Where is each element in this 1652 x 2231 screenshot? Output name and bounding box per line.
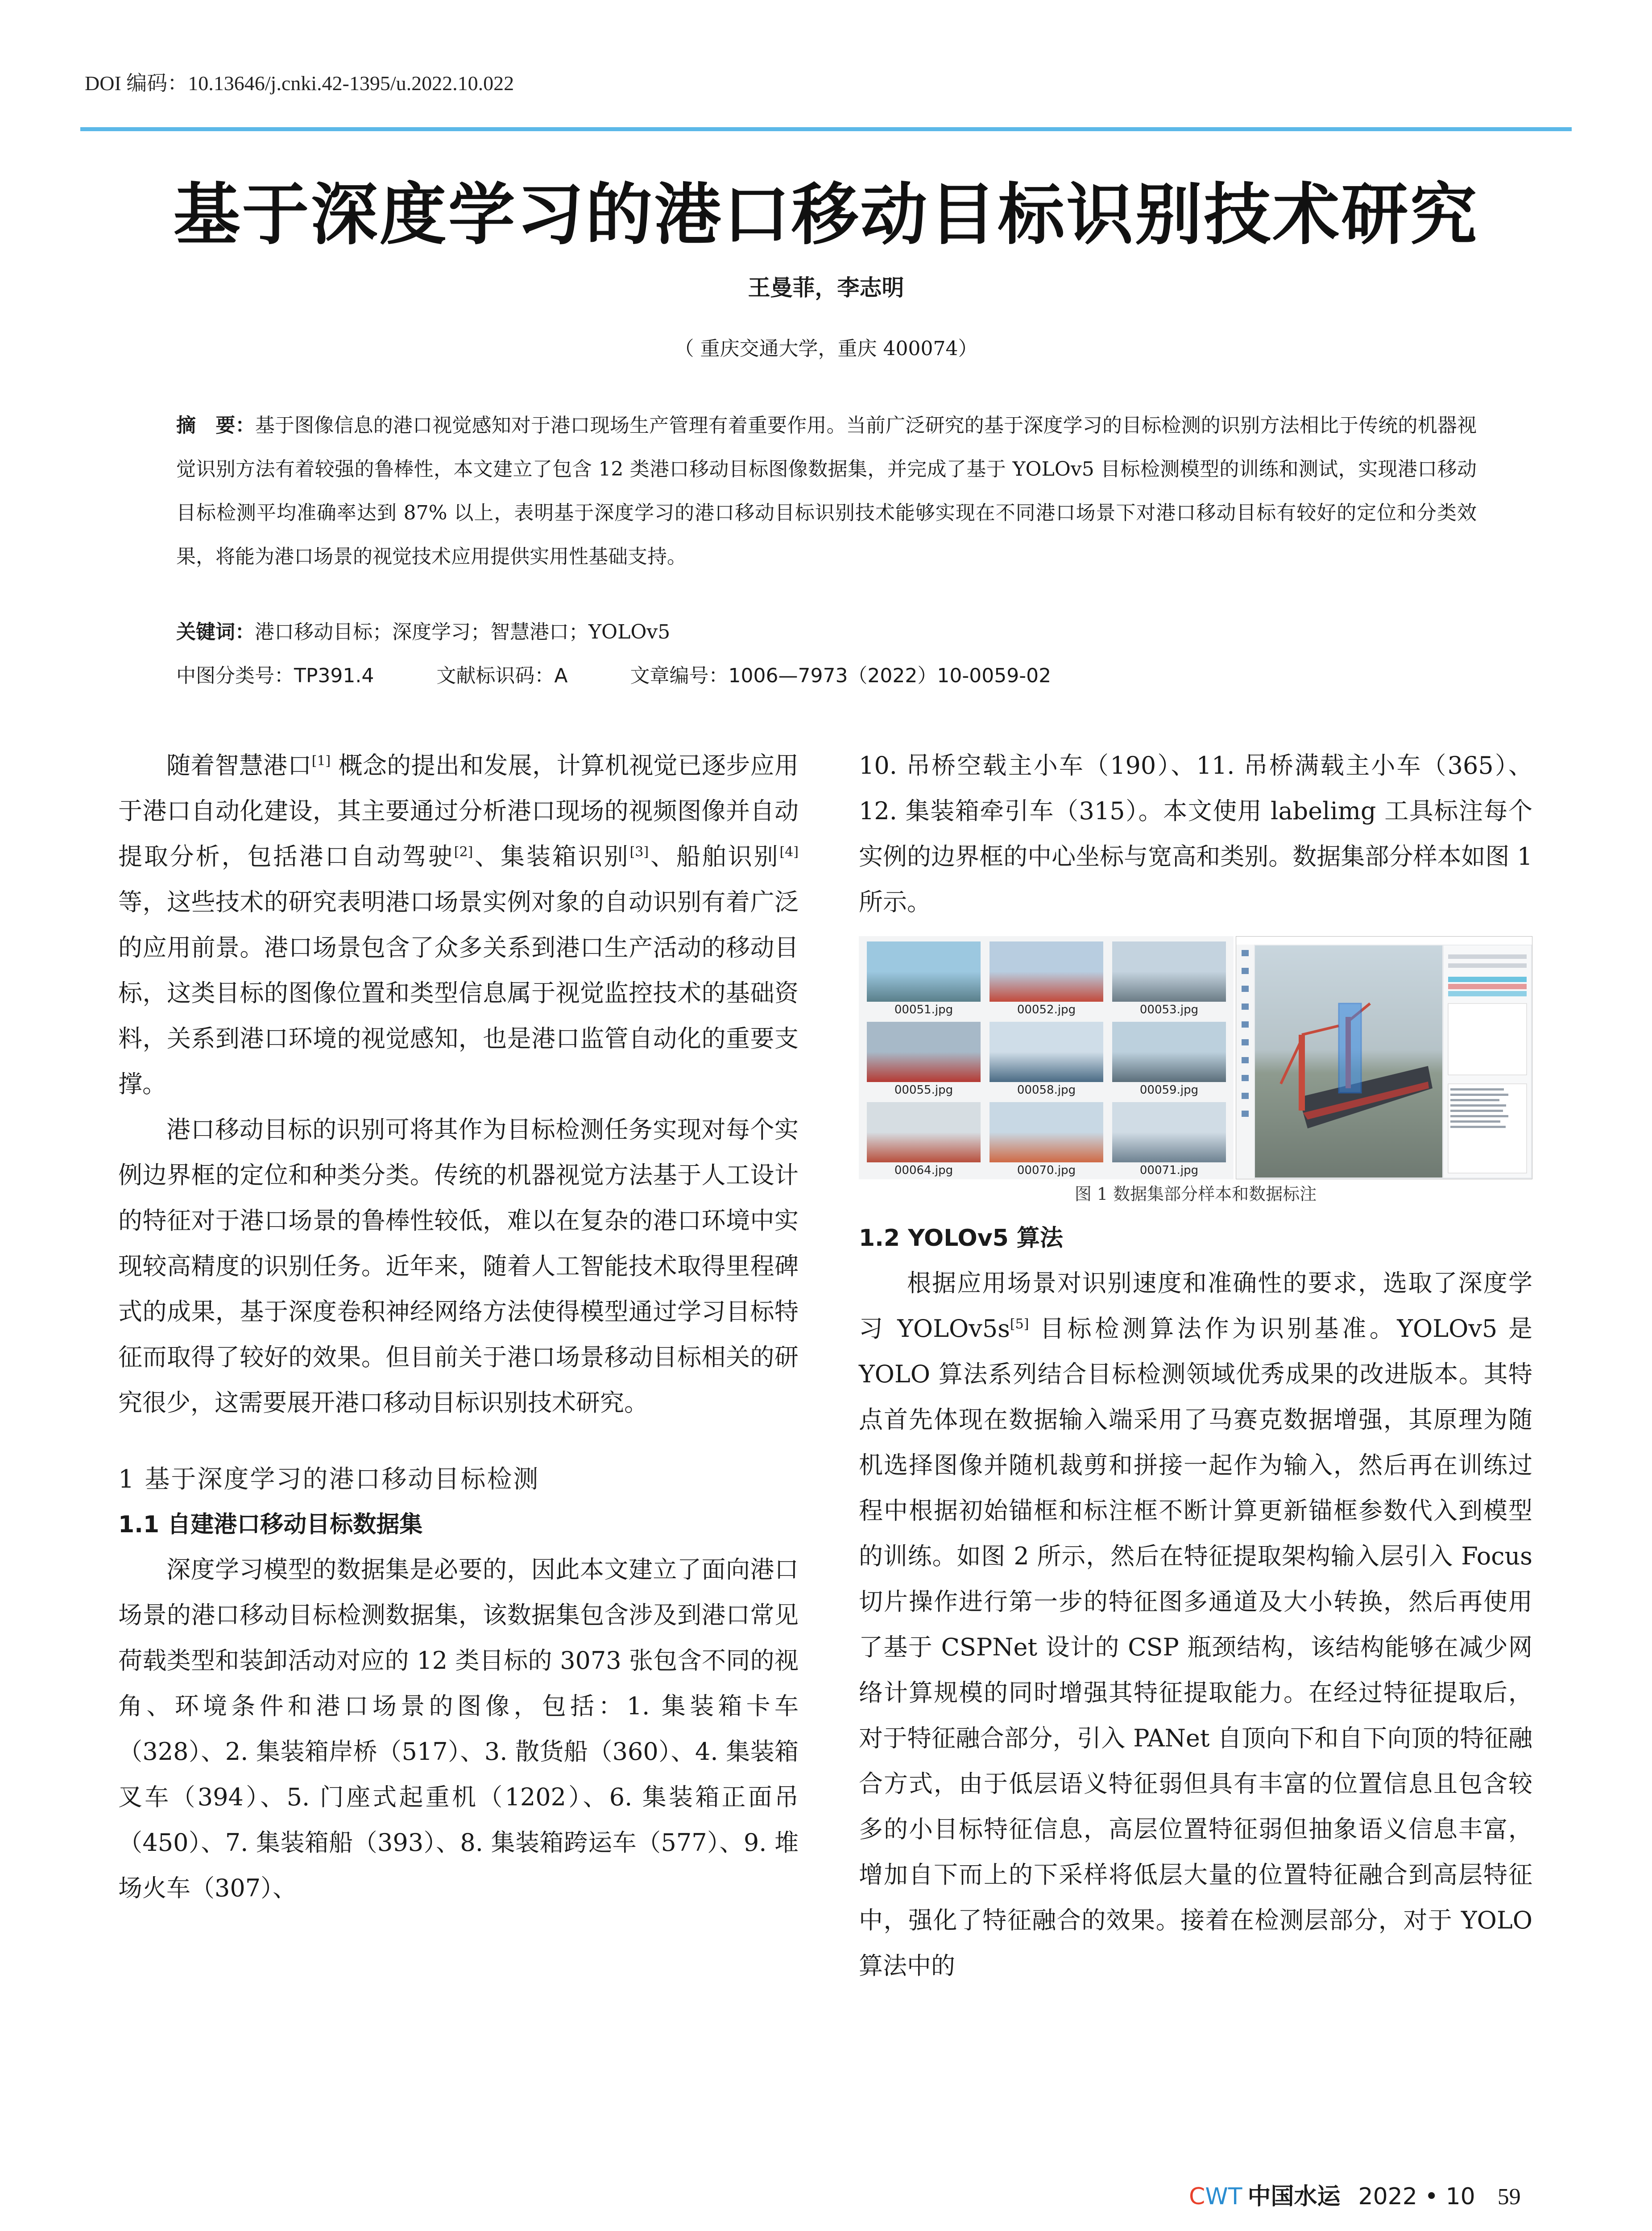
paper-title: 基于深度学习的港口移动目标识别技术研究	[173, 175, 1479, 254]
paragraph: 随着智慧港口[1] 概念的提出和发展，计算机视觉已逐步应用于港口自动化建设，其主要通过分析港口现场的视频图像并自动提取分析，包括港口自动驾驶[2]、集装箱识别[3]、船舶识别[4] 等，这些技术的研究表明港口场景实例对象的自动识别有着广泛的应用前景。港口场景包含了众多关系到港口生产活动的移动目标，这类目标的图像位置和类型信息属于视觉监控技术的基础资料，关系到港口环境的视觉感知，也是港口监管自动化的重要支撑。	[118, 751, 799, 1098]
thumbnail-filename: 00071.jpg	[1139, 1164, 1199, 1177]
page-number: 59	[1497, 2184, 1521, 2210]
dataset-thumbnails	[859, 936, 1234, 1179]
dataset-thumbnail	[1112, 1022, 1226, 1082]
figure-1	[859, 936, 1532, 1179]
dataset-thumbnail	[990, 1022, 1103, 1082]
header-rule	[80, 127, 1572, 131]
keywords	[176, 616, 670, 644]
page-footer	[1189, 2177, 1521, 2211]
authors: 王曼菲，李志明	[748, 275, 904, 301]
paragraph: 深度学习模型的数据集是必要的，因此本文建立了面向港口场景的港口移动目标检测数据集，该数据集包含涉及到港口常见荷载类型和装卸活动对应的 12 类目标的 3073 张包含不同的视角、环境条件和港口场景的图像，包括：1. 集装箱卡车（328）、2. 集装箱岸桥（517）、3. 散货船（360）、4. 集装箱叉车（394）、5. 门座式起重机（1202）、6. 集装箱正面吊（450）、7. 集装箱船（393）、8. 集装箱跨运车（577）、9. 堆场火车（307）、	[118, 1555, 799, 1902]
subsection-heading: 1.2 YOLOv5 算法	[859, 1225, 1063, 1252]
cwt-logo-c: C	[1189, 2183, 1205, 2210]
left-column	[118, 743, 799, 1911]
thumbnail-filename: 00052.jpg	[1017, 1003, 1076, 1016]
keywords-label: 关键词：	[176, 621, 255, 643]
dataset-thumbnail	[990, 1102, 1103, 1162]
cwt-logo-wt: WT	[1205, 2183, 1242, 2210]
citation: [1]	[311, 753, 331, 769]
right-column-top	[859, 743, 1532, 925]
abstract-label: 摘 要：	[176, 414, 255, 437]
thumbnail-filename: 00053.jpg	[1139, 1003, 1199, 1016]
clc-number: 中图分类号：TP391.4	[176, 664, 374, 687]
thumbnail-filename: 00058.jpg	[1017, 1083, 1076, 1097]
journal-name: 中国水运	[1247, 2183, 1341, 2210]
paragraph: 根据应用场景对识别速度和准确性的要求，选取了深度学习 YOLOv5s[5] 目标检测算法作为识别基准。YOLOv5 是 YOLO 算法系列结合目标检测领域优秀成果的改进版本。其特点首先体现在数据输入端采用了马赛克数据增强，其原理为随机选择图像并随机裁剪和拼接一起作为输入，然后再在训练过程中根据初始锚框和标注框不断计算更新锚框参数代入到模型的训练。如图 2 所示，然后在特征提取架构输入层引入 Focus 切片操作进行第一步的特征图多通道及大小转换，然后再使用了基于 CSPNet 设计的 CSP 瓶颈结构，该结构能够在减少网络计算规模的同时增强其特征提取能力。在经过特征提取后，对于特征融合部分，引入 PANet 自顶向下和自下向顶的特征融合方式，由于低层语义特征弱但具有丰富的位置信息且包含较多的小目标特征信息，高层位置特征弱但抽象语义信息丰富，增加自下而上的下采样将低层大量的位置特征融合到高层特征中，强化了特征融合的效果。接着在检测层部分，对于 YOLO 算法中的	[859, 1269, 1532, 1980]
dataset-thumbnail	[1112, 941, 1226, 1002]
abstract	[176, 404, 1477, 579]
dataset-thumbnail	[867, 1022, 981, 1082]
labelimg-window	[1236, 937, 1532, 1179]
doi-code: DOI 编码：10.13646/j.cnki.42-1395/u.2022.10.022	[85, 72, 514, 95]
journal-issue: 2022 • 10	[1358, 2183, 1475, 2210]
section-heading: 1 基于深度学习的港口移动目标检测	[118, 1465, 540, 1494]
classification-line	[176, 659, 1051, 688]
document-code: 文献标识码：A	[436, 664, 568, 687]
article-number: 文章编号：1006—7973（2022）10-0059-02	[630, 664, 1052, 687]
citation: [4]	[779, 844, 799, 860]
dataset-thumbnail	[1112, 1102, 1226, 1162]
labelimg-screenshot	[1236, 936, 1532, 1179]
thumbnail-filename: 00070.jpg	[1017, 1164, 1076, 1177]
thumbnail-filename: 00055.jpg	[894, 1083, 953, 1097]
keywords-text: 港口移动目标；深度学习；智慧港口；YOLOv5	[255, 621, 671, 643]
dataset-thumbnail	[867, 1102, 981, 1162]
thumbnail-filename: 00059.jpg	[1139, 1083, 1199, 1097]
citation: [2]	[454, 844, 473, 860]
affiliation: （ 重庆交通大学，重庆 400074）	[674, 337, 978, 360]
abstract-text: 基于图像信息的港口视觉感知对于港口现场生产管理有着重要作用。当前广泛研究的基于深度学习的目标检测的识别方法相比于传统的机器视觉识别方法有着较强的鲁棒性，本文建立了包含 12 类港口移动目标图像数据集，并完成了基于 YOLOv5 目标检测模型的训练和测试，实现港口移动目标检测平均准确率达到 87% 以上，表明基于深度学习的港口移动目标识别技术能够实现在不同港口场景下对港口移动目标有较好的定位和分类效果，将能为港口场景的视觉技术应用提供实用性基础支持。	[176, 414, 1477, 568]
figure-caption: 图 1 数据集部分样本和数据标注	[1074, 1184, 1317, 1204]
thumbnail-filename: 00064.jpg	[894, 1164, 953, 1177]
dataset-thumbnail	[990, 941, 1103, 1002]
dataset-thumbnail	[867, 941, 981, 1002]
paragraph: 港口移动目标的识别可将其作为目标检测任务实现对每个实例边界框的定位和种类分类。传统的机器视觉方法基于人工设计的特征对于港口场景的鲁棒性较低，难以在复杂的港口环境中实现较高精度的识别任务。近年来，随着人工智能技术取得里程碑式的成果，基于深度卷积神经网络方法使得模型通过学习目标特征而取得了较好的效果。但目前关于港口场景移动目标相关的研究很少，这需要展开港口移动目标识别技术研究。	[118, 1116, 799, 1417]
paragraph: 10. 吊桥空载主小车（190）、11. 吊桥满载主小车（365）、12. 集装箱牵引车（315）。本文使用 labelimg 工具标注每个实例的边界框的中心坐标与宽高和类别。数据集部分样本如图 1 所示。	[859, 751, 1532, 916]
citation: [3]	[629, 844, 649, 860]
right-column-bottom	[859, 1216, 1532, 1989]
citation: [5]	[1010, 1316, 1029, 1332]
thumbnail-filename: 00051.jpg	[894, 1003, 953, 1016]
subsection-heading: 1.1 自建港口移动目标数据集	[118, 1511, 423, 1538]
